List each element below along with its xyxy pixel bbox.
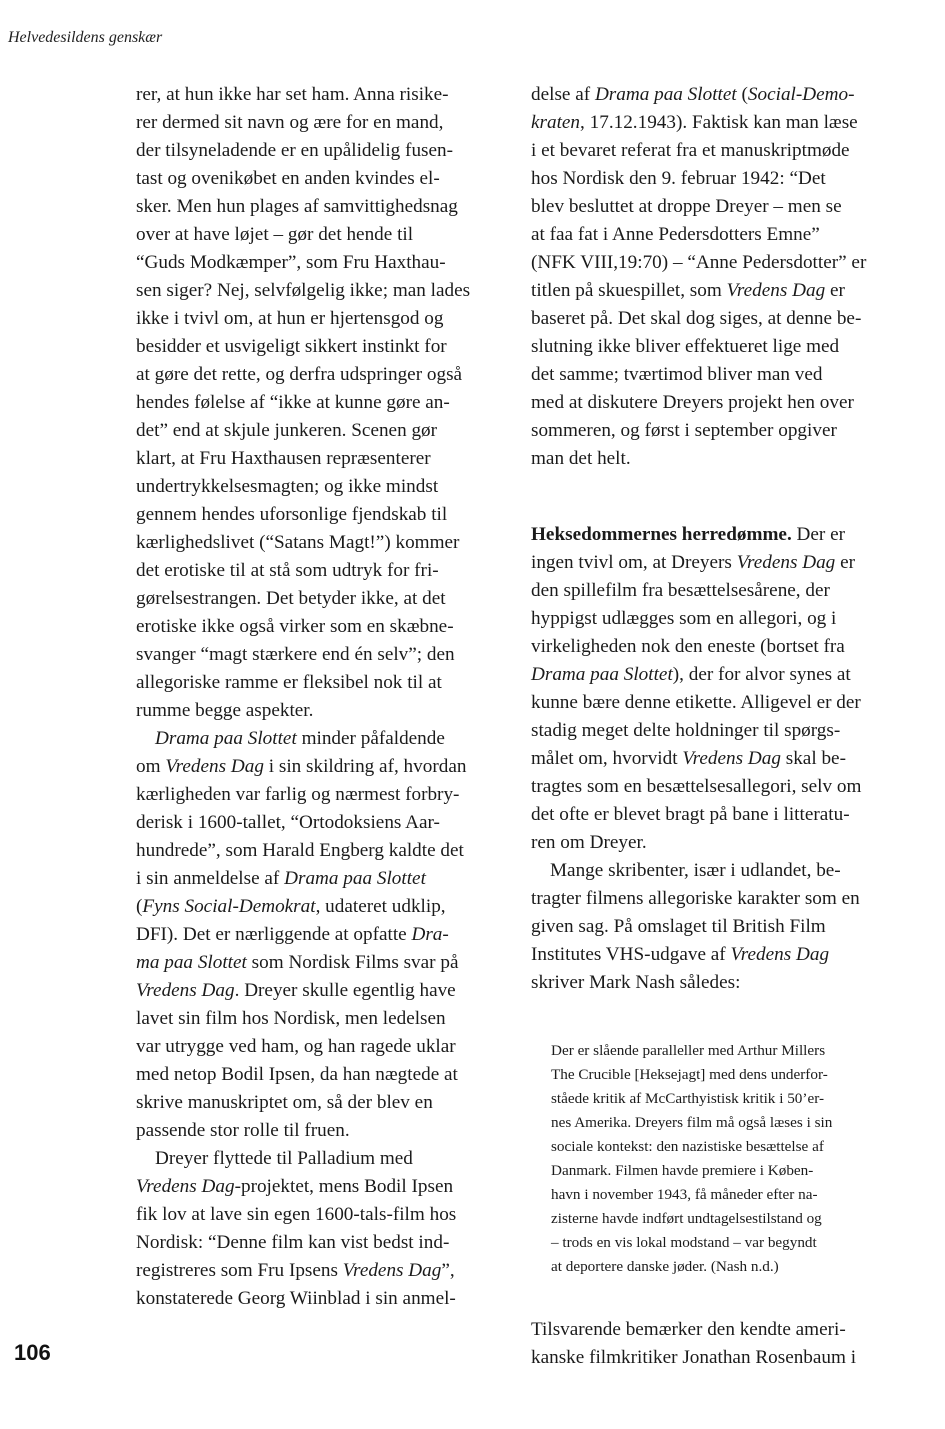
text-run: hundrede”, som Harald Engberg kaldte det [136,840,464,861]
page-number: 106 [14,1340,51,1365]
text-run: over at have løjet – gør det hende til [136,224,414,245]
text-run: ), der for alvor synes at [672,664,851,685]
text-line [136,837,464,865]
text-line [136,809,440,837]
text-line [550,857,841,885]
text-line [136,977,456,1005]
text-line [136,1061,458,1089]
text-line [136,949,458,977]
text-line [136,417,437,445]
text-run: med netop Bodil Ipsen, da han nægtede at [136,1064,458,1085]
italic-text: Vredens Dag [682,748,781,769]
text-run: passende stor rolle til fruen. [136,1120,350,1141]
text-run: den spillefilm fra besættelsesårene, der [531,580,830,601]
text-line [551,1231,817,1255]
italic-text: Dra- [411,924,449,945]
text-line [551,1159,813,1183]
text-run: at gøre det rette, og derfra udspringer også [136,364,463,385]
text-line [531,221,820,249]
text-run: med at diskutere Dreyers projekt hen over [531,392,854,413]
text-line [531,633,845,661]
text-line [531,689,861,717]
text-run: kærlighedslivet (“Satans Magt!”) kommer [136,532,460,553]
text-line [551,1207,822,1231]
text-line [155,1145,413,1173]
text-line [531,717,840,745]
text-line [136,669,442,697]
text-line [136,641,455,669]
text-run: Mange skribenter, især i udlandet, be- [550,860,841,881]
text-line [136,557,439,585]
text-line [136,333,447,361]
text-line [136,1089,433,1117]
text-line [531,165,826,193]
text-line [136,1201,456,1229]
italic-text: Vredens Dag [136,980,235,1001]
text-run: var utrygge ved ham, og han ragede uklar [136,1036,456,1057]
italic-text: Vredens Dag [342,1260,442,1281]
text-line [136,697,313,725]
text-run: delse af [531,84,595,105]
text-run: hendes følelse af “ikke at kunne gøre an- [136,392,450,413]
text-run: DFI). Det er nærliggende at opfatte [136,924,412,945]
italic-text: Social-Demo- [747,84,855,105]
text-line [531,521,845,549]
text-line [531,969,740,997]
text-line [531,745,846,773]
text-line [136,1173,453,1201]
text-run: gennem hendes uforsonlige fjendskab til [136,504,448,525]
text-line [531,445,631,473]
text-run: ( [136,896,143,917]
text-run: det erotiske til at stå som udtryk for fri- [136,560,439,581]
text-line [531,829,647,857]
italic-text: Drama paa Slottet [594,84,737,105]
text-line [136,1117,350,1145]
text-line [136,1285,456,1313]
text-line [531,1344,856,1372]
text-run: besidder et usvigeligt sikkert instinkt for [136,336,447,357]
text-line [155,725,445,753]
text-line [136,361,462,389]
text-line [136,249,446,277]
text-run: som Nordisk Films svar på [246,952,459,973]
text-run: der tilsyneladende er en upålidelig fusen- [136,140,454,161]
text-run: rer dermed sit navn og ære for en mand, [136,112,444,133]
text-run: (NFK VIII,19:70) – “Anne Pedersdotter” er [531,252,867,273]
text-run: sen siger? Nej, selvfølgelig ikke; man lades [136,280,471,301]
italic-text: Vredens Dag [726,280,826,301]
text-run: ingen tvivl om, at Dreyers [531,552,737,573]
italic-text: Drama paa Slottet [155,728,297,749]
text-line [136,193,458,221]
text-run: Dreyer flyttede til Palladium med [155,1148,413,1169]
text-run: tast og ovenikøbet en anden kvindes el- [136,168,440,189]
text-run: fik lov at lave sin egen 1600-tals-film hos [136,1204,457,1225]
text-line [551,1087,824,1111]
text-line [531,801,850,829]
text-run: sker. Men hun plages af samvittighedsnag [136,196,458,217]
text-line [551,1255,779,1279]
text-run: skrive manuskriptet om, så der blev en [136,1092,433,1113]
text-line [136,613,454,641]
text-line [531,193,842,221]
text-run: nes Amerika. Dreyers film må også læses i sin [551,1114,833,1131]
text-line [531,109,858,137]
text-line [136,893,446,921]
text-run: kunne bære denne etikette. Alligevel er der [531,692,861,713]
italic-text: ma paa Slottet [136,952,247,973]
text-run: skriver Mark Nash således: [531,972,741,993]
text-run: allegoriske ramme er fleksibel nok til at [136,672,442,693]
text-line [136,585,446,613]
text-run: derisk i 1600-tallet, “Ortodoksiens Aar- [136,812,440,833]
text-run: ståede kritik af McCarthyistisk kritik i 50’er- [551,1090,825,1107]
text-run: minder påfaldende [296,728,445,749]
text-run: er [825,280,845,301]
text-run: titlen på skuespillet, som [531,280,727,301]
text-line [136,165,440,193]
text-run: The Crucible [Heksejagt] med dens underfor- [551,1066,828,1083]
text-line [531,249,866,277]
text-run: ikke i tvivl om, at hun er hjertensgod og [136,308,444,329]
text-run: er [835,552,855,573]
text-line [531,773,861,801]
text-line [551,1063,828,1087]
text-line [136,781,459,809]
text-line [531,605,836,633]
text-run: Der er [791,524,846,545]
text-line [136,81,449,109]
text-run: undertrykkelsesmagten; og ikke mindst [136,476,439,497]
text-line [136,1229,449,1257]
text-line [531,1316,846,1344]
text-line [136,445,431,473]
bold-text: Heksedommernes herredømme. [531,524,792,545]
text-run: kærligheden var farlig og nærmest forbry- [136,784,460,805]
text-line [136,1257,455,1285]
text-run: svanger “magt stærkere end én selv”; den [136,644,455,665]
text-run: i et bevaret referat fra et manuskriptmøde [531,140,850,161]
text-line [136,305,443,333]
text-line [136,921,449,949]
text-line [531,81,854,109]
text-run: om [136,756,166,777]
italic-text: Vredens Dag [730,944,830,965]
text-line [136,1005,446,1033]
text-line [136,473,438,501]
text-run: blev besluttet at droppe Dreyer – men se [531,196,842,217]
text-line [551,1135,824,1159]
text-run: rumme begge aspekter. [136,700,314,721]
text-line [531,913,826,941]
text-run: det” end at skjule junkeren. Scenen gør [136,420,438,441]
text-run: at deportere danske jøder. (Nash n.d.) [551,1258,779,1275]
text-run: Danmark. Filmen havde premiere i Køben- [551,1162,814,1179]
text-line [136,109,443,137]
text-run: ”, [441,1260,455,1281]
text-line [531,549,855,577]
text-run: klart, at Fru Haxthausen repræsenterer [136,448,431,469]
text-run: hyppigst udlægges som en allegori, og i [531,608,837,629]
text-run: Tilsvarende bemærker den kendte ameri- [531,1319,846,1340]
text-line [136,501,447,529]
text-line [531,417,837,445]
text-run: kanske filmkritiker Jonathan Rosenbaum i [531,1347,857,1368]
text-line [531,361,823,389]
text-run: Der er slående paralleller med Arthur Millers [551,1042,826,1059]
text-run: at faa fat i Anne Pedersdotters Emne” [531,224,820,245]
text-run: tragtes som en besættelsesallegori, selv om [531,776,862,797]
running-head: Helvedesildens genskær [8,29,163,46]
text-line [531,333,839,361]
text-line [551,1183,818,1207]
italic-text: Vredens Dag [136,1176,235,1197]
text-run: baseret på. Det skal dog siges, at denne be- [531,308,862,329]
text-run: i sin anmeldelse af [136,868,285,889]
text-run: – trods en vis lokal modstand – var begyndt [551,1234,817,1251]
text-run: sommeren, og først i september opgiver [531,420,837,441]
italic-text: Fyns Social-Demokrat [142,896,316,917]
text-run: erotiske ikke også virker som en skæbne- [136,616,454,637]
text-line [136,865,426,893]
text-run: given sag. På omslaget til British Film [531,916,826,937]
text-line [136,221,413,249]
text-line [136,137,453,165]
text-run: zisterne havde indført undtagelsestilstand og [551,1210,822,1227]
text-line [551,1039,825,1063]
text-line [531,277,845,305]
text-run: , udateret udklip, [315,896,446,917]
text-line [531,305,861,333]
text-run: havn i november 1943, få måneder efter na- [551,1186,818,1203]
text-run: gørelsestrangen. Det betyder ikke, at det [136,588,446,609]
text-run: i sin skildring af, hvordan [263,756,467,777]
text-run: man det helt. [531,448,631,469]
text-line [531,577,830,605]
text-line [551,1111,832,1135]
text-run: lavet sin film hos Nordisk, men ledelsen [136,1008,446,1029]
text-run: konstaterede Georg Wiinblad i sin anmel- [136,1288,456,1309]
text-line [136,753,466,781]
italic-text: kraten [531,112,581,133]
text-run: virkeligheden nok den eneste (bortset fra [531,636,845,657]
text-run: tragter filmens allegoriske karakter som en [531,888,860,909]
text-line [136,529,459,557]
italic-text: Drama paa Slottet [284,868,426,889]
text-run: skal be- [780,748,846,769]
text-line [531,389,854,417]
text-run: , 17.12.1943). Faktisk kan man læse [580,112,858,133]
text-run: . Dreyer skulle egentlig have [234,980,456,1001]
text-line [531,885,860,913]
text-run: ( [736,84,748,105]
text-run: slutning ikke bliver effektueret lige med [531,336,840,357]
text-run: målet om, hvorvidt [531,748,683,769]
text-line [136,277,470,305]
text-run: rer, at hun ikke har set ham. Anna risike- [136,84,449,105]
text-run: ren om Dreyer. [531,832,647,853]
text-line [531,941,829,969]
text-run: Nordisk: “Denne film kan vist bedst ind- [136,1232,450,1253]
italic-text: Vredens Dag [736,552,836,573]
text-run: hos Nordisk den 9. februar 1942: “Det [531,168,826,189]
text-run: det samme; tværtimod bliver man ved [531,364,823,385]
text-run: stadig meget delte holdninger til spørgs- [531,720,841,741]
text-run: det ofte er blevet bragt på bane i litteratu- [531,804,850,825]
text-line [136,1033,456,1061]
text-run: Institutes VHS-udgave af [531,944,731,965]
text-line [531,137,850,165]
text-run: -projektet, mens Bodil Ipsen [234,1176,454,1197]
italic-text: Vredens Dag [165,756,264,777]
text-run: “Guds Modkæmper”, som Fru Haxthau- [136,252,446,273]
text-run: registreres som Fru Ipsens [136,1260,343,1281]
italic-text: Drama paa Slottet [531,664,673,685]
text-line [531,661,851,689]
text-line [136,389,450,417]
text-run: sociale kontekst: den nazistiske besættelse af [551,1138,824,1155]
